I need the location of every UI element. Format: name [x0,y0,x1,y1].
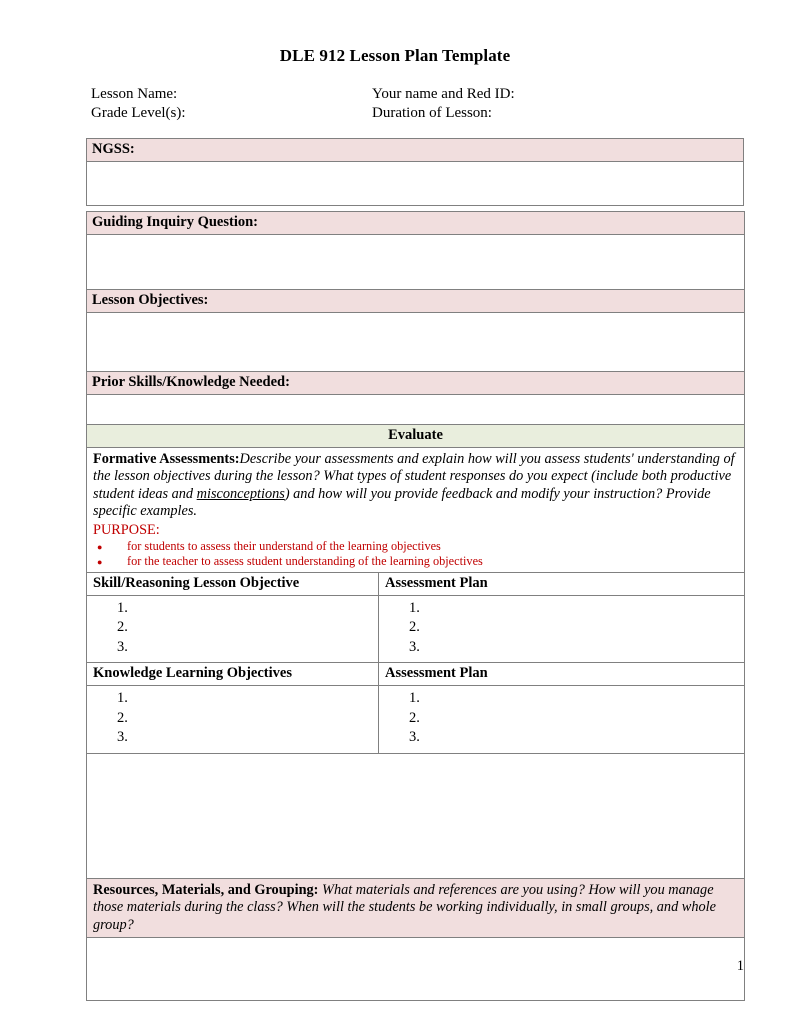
skill-assessment-plan-list-cell[interactable] [379,595,745,663]
table-row [87,395,745,425]
table-row [87,212,745,235]
table-row [87,753,745,878]
table-row [87,663,745,686]
table-row [87,290,745,313]
misconceptions-underlined: misconceptions [196,485,285,502]
knowledge-objectives-header: Knowledge Learning Objectives [87,663,379,686]
lesson-objectives-input-area[interactable] [87,313,745,372]
list-item: ● for the teacher to assess student understanding of the learning objectives [93,554,738,570]
skill-objective-list-cell[interactable] [87,595,379,663]
skill-assessment-plan-list [379,599,744,658]
table-row [87,235,745,290]
prior-skills-input-area[interactable] [87,395,745,425]
table-row [87,878,745,938]
purpose-list [93,539,738,570]
knowledge-assessment-plan-list-cell[interactable] [379,686,745,754]
resources-prompt: What materials and references are you using? How will you manage those materials during the class? When will the students be working individually, in small groups, and whole group? [93,881,716,933]
meta-row [91,85,691,104]
resources-label: Resources, Materials, and Grouping: [93,881,319,898]
evaluate-heading: Evaluate [87,425,745,448]
table-row [87,372,745,395]
ngss-input-area[interactable] [87,162,744,206]
list-item: 3. [117,729,128,746]
lesson-name-label: Lesson Name: [91,86,178,102]
purpose-label: PURPOSE: [93,521,160,538]
list-item: 1. [117,690,128,707]
page-title: DLE 912 Lesson Plan Template [279,46,511,65]
knowledge-objective-list-cell[interactable] [87,686,379,754]
lesson-objectives-heading: Lesson Objectives: [87,290,745,313]
list-item: 2. [117,709,128,726]
list-item: 1. [117,599,128,616]
list-item: 3. [117,638,128,655]
ngss-table [86,138,744,206]
knowledge-assessment-plan-header: Assessment Plan [379,663,745,686]
table-row [87,572,745,595]
table-row [87,595,745,663]
formative-prompt-part1: Describe your assessments and explain how will you assess students' understanding of the lesson objectives during the lesson? What types of student responses do you expect (include both productive student ideas and [93,451,735,502]
table-row [87,162,744,206]
table-row [87,686,745,754]
table-row [87,448,745,573]
list-item: 1. [409,599,420,616]
list-item: 1. [409,690,420,707]
formative-prompt-part2: ) and how will you provide feedback and modify your instruction? Provide specific examples. [93,485,711,520]
evaluate-notes-input-area[interactable] [87,753,745,878]
meta-row [91,104,691,123]
knowledge-objective-list [87,689,378,748]
page-number: 1 [736,958,744,974]
formative-assessments-cell [87,448,745,573]
list-item: 2. [409,709,420,726]
duration-of-lesson-label: Duration of Lesson: [372,105,492,121]
lesson-meta-block [91,85,691,123]
list-item: 2. [409,619,420,636]
resources-materials-grouping-heading [87,878,745,938]
guiding-inquiry-input-area[interactable] [87,235,745,290]
table-row [87,313,745,372]
prior-skills-heading: Prior Skills/Knowledge Needed: [87,372,745,395]
skill-reasoning-objective-header: Skill/Reasoning Lesson Objective [87,572,379,595]
knowledge-assessment-plan-list [379,689,744,748]
grade-levels-label: Grade Level(s): [91,105,186,121]
your-name-red-id-label: Your name and Red ID: [372,86,515,102]
skill-assessment-plan-header: Assessment Plan [379,572,745,595]
list-item: ● for students to assess their understand of the learning objectives [93,539,738,555]
skill-objective-list [87,599,378,658]
list-item: 2. [117,619,128,636]
list-item: 3. [409,729,420,746]
table-row [87,425,745,448]
ngss-heading: NGSS: [87,139,744,162]
table-row [87,139,744,162]
list-item: 3. [409,638,420,655]
guiding-inquiry-heading: Guiding Inquiry Question: [87,212,745,235]
lesson-plan-main-table [86,211,745,1001]
formative-assessments-label: Formative Assessments: [93,451,240,467]
